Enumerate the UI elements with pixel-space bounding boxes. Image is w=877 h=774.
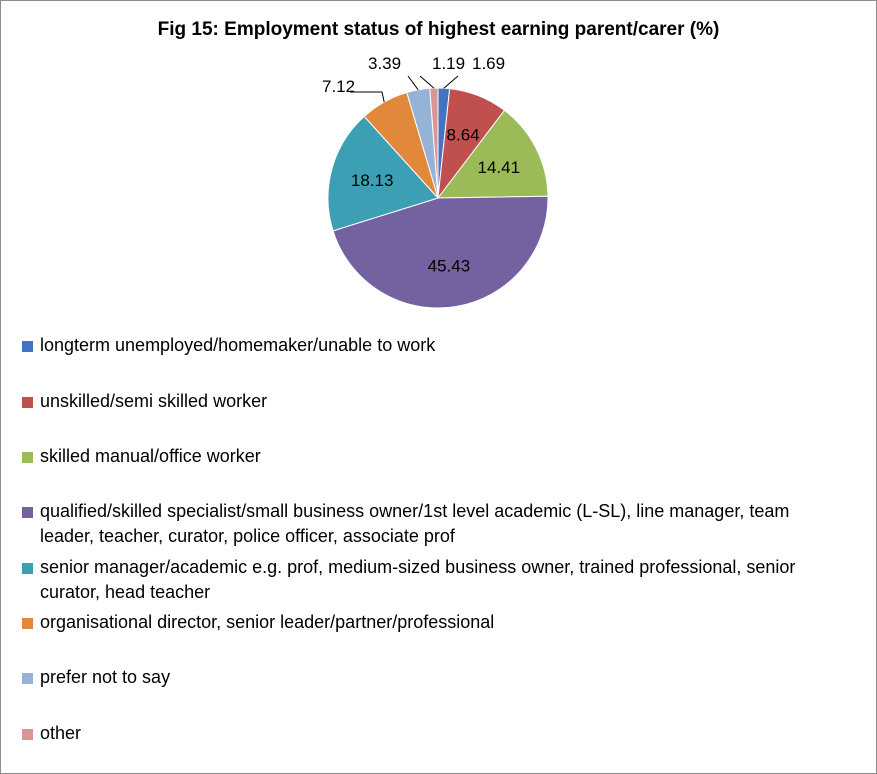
leader-line-other xyxy=(420,76,434,88)
legend-item-skilled-manual xyxy=(22,444,822,469)
legend-swatch xyxy=(22,729,33,740)
legend-swatch xyxy=(22,618,33,629)
legend-swatch xyxy=(22,673,33,684)
chart-title: Fig 15: Employment status of highest earning parent/carer (%) xyxy=(157,19,720,40)
legend-swatch xyxy=(22,563,33,574)
legend-swatch xyxy=(22,397,33,408)
legend-item-senior-manager xyxy=(22,555,822,605)
legend-label: organisational director, senior leader/partner/professional xyxy=(40,612,495,632)
leader-line-prefer-not-to-say xyxy=(408,76,418,90)
legend-item-other xyxy=(22,721,822,746)
data-label-unskilled: 8.64 xyxy=(446,125,480,145)
data-label-skilled-manual: 14.41 xyxy=(477,158,521,178)
legend-swatch xyxy=(22,341,33,352)
legend-item-longterm-unemployed xyxy=(22,333,822,358)
data-label-qualified-specialist: 45.43 xyxy=(427,256,471,276)
legend-swatch xyxy=(22,452,33,463)
leader-line-longterm-unemployed xyxy=(444,76,458,88)
data-label-other: 1.19 xyxy=(432,54,466,73)
data-label-senior-manager: 18.13 xyxy=(350,171,394,191)
legend-label: prefer not to say xyxy=(40,667,171,687)
leader-line-organisational-director xyxy=(350,92,384,102)
data-label-organisational-director: 7.12 xyxy=(322,77,356,96)
legend-label: skilled manual/office worker xyxy=(40,446,261,466)
legend-label: longterm unemployed/homemaker/unable to work xyxy=(40,335,436,355)
legend-label: qualified/skilled specialist/small business owner/1st level academic (L-SL), line manager, team leader, teacher, curator, police officer, associate prof xyxy=(40,501,790,546)
legend-label: other xyxy=(40,723,82,743)
data-label-longterm-unemployed: 1.69 xyxy=(472,54,506,73)
legend-item-prefer-not-to-say xyxy=(22,665,822,690)
data-label-prefer-not-to-say: 3.39 xyxy=(368,54,402,73)
legend-item-organisational-director xyxy=(22,610,822,635)
legend-item-unskilled xyxy=(22,389,822,414)
legend-label: senior manager/academic e.g. prof, medium-sized business owner, trained professional, senior curator, head teacher xyxy=(40,557,796,602)
legend-label: unskilled/semi skilled worker xyxy=(40,391,268,411)
legend-item-qualified-specialist xyxy=(22,499,822,549)
legend-swatch xyxy=(22,507,33,518)
